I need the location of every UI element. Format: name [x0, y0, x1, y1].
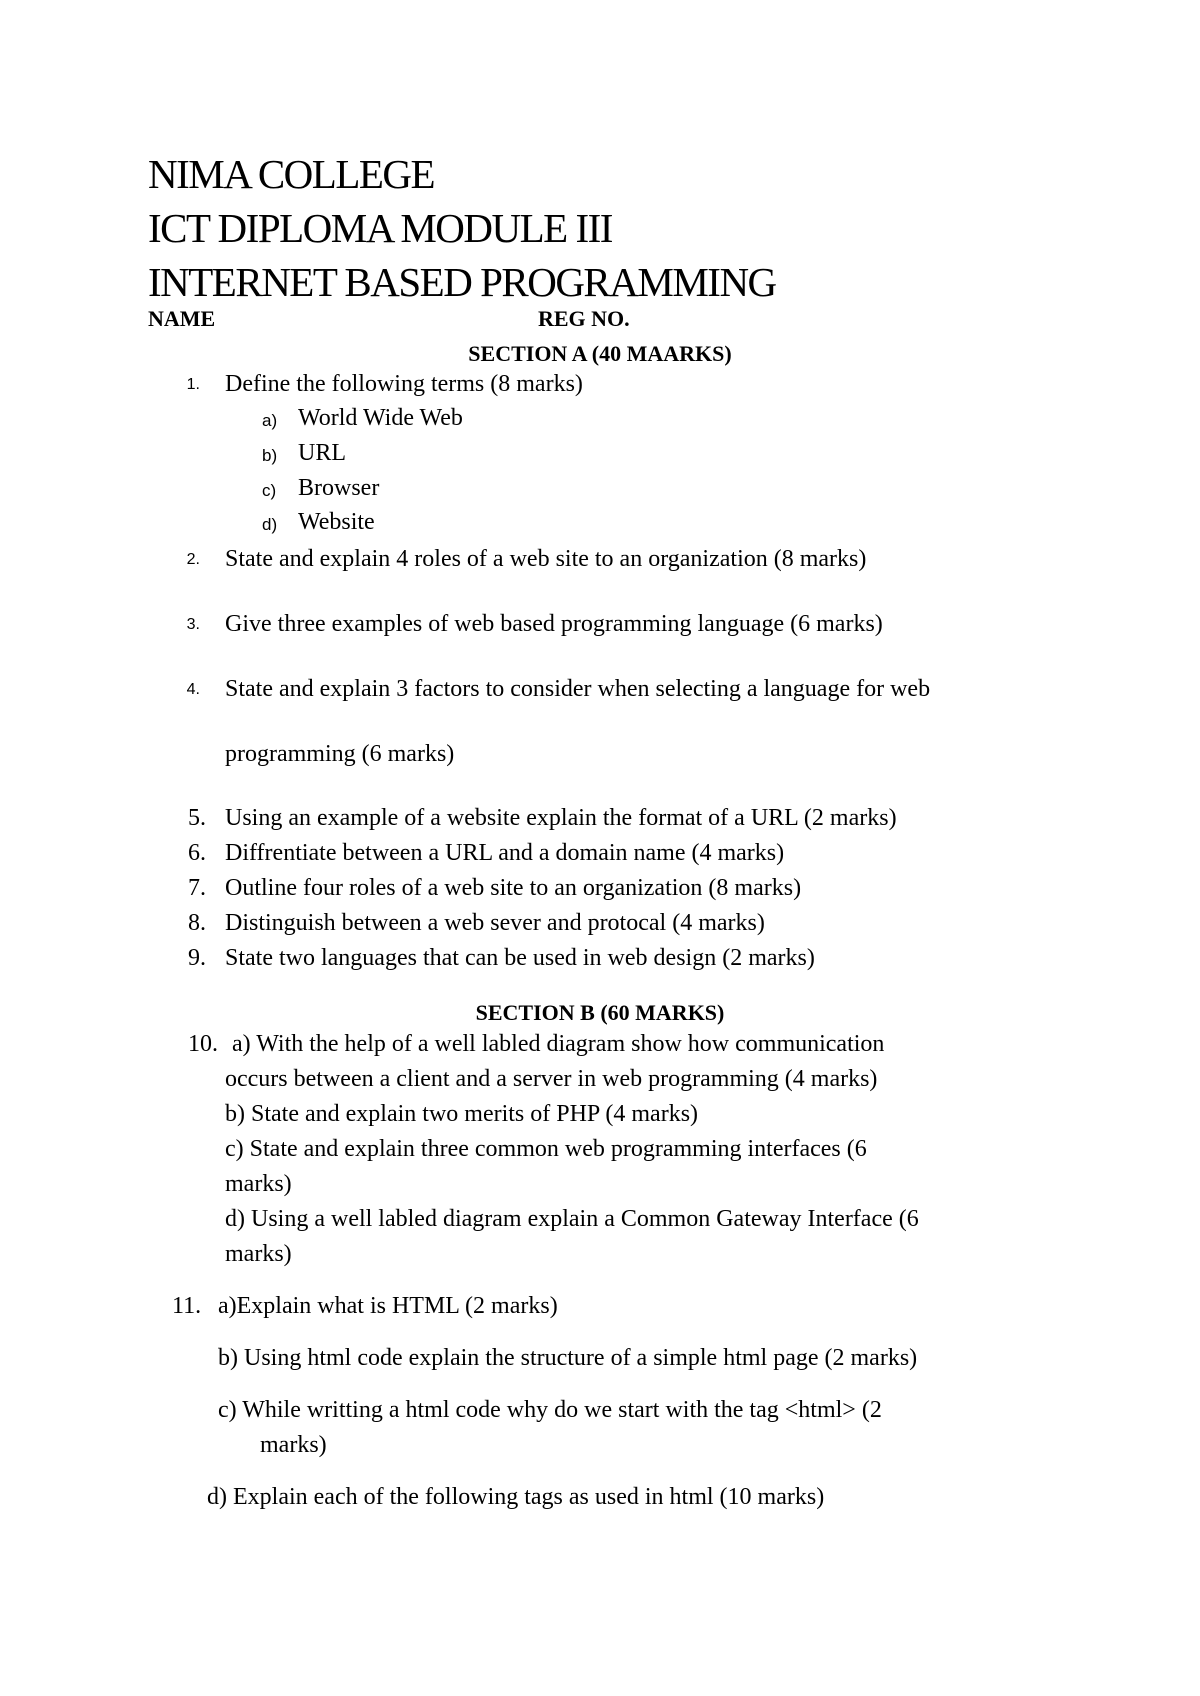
question-text: State two languages that can be used in web design (2 marks) [225, 945, 815, 971]
part-label: b) [262, 446, 278, 465]
reg-no-label: REG NO. [538, 306, 630, 331]
question-part-c-continued: marks) [260, 1432, 327, 1458]
course-title: ICT DIPLOMA MODULE III [148, 205, 612, 251]
question-text: Distinguish between a web sever and protocal (4 marks) [225, 910, 765, 936]
part-text: World Wide Web [298, 405, 463, 431]
section-b-heading: SECTION B (60 MARKS) [475, 1000, 725, 1025]
question-number: 8. [188, 910, 206, 936]
question-part-a: a) With the help of a well labled diagram show how communication [232, 1031, 885, 1057]
question-number: 5. [188, 805, 206, 831]
question-text: State and explain 4 roles of a web site to an organization (8 marks) [225, 546, 867, 572]
question-part-c: c) State and explain three common web programming interfaces (6 [225, 1136, 867, 1162]
part-text: URL [298, 440, 346, 466]
question-number: 7. [188, 875, 206, 901]
question-text: State and explain 3 factors to consider when selecting a language for web [225, 676, 931, 702]
question-number: 9. [188, 945, 206, 971]
question-text: Define the following terms (8 marks) [225, 371, 583, 397]
question-part-d-continued: marks) [225, 1241, 292, 1267]
part-label: a) [262, 411, 278, 430]
question-text: Outline four roles of a web site to an organization (8 marks) [225, 875, 802, 901]
question-number: 4. [186, 681, 200, 698]
question-number: 2. [186, 551, 200, 568]
question-part-c-continued: marks) [225, 1171, 292, 1197]
question-text: Give three examples of web based programming language (6 marks) [225, 611, 883, 637]
part-text: Website [298, 509, 375, 535]
question-part-c: c) While writting a html code why do we start with the tag <html> (2 [218, 1397, 882, 1423]
part-label: c) [262, 481, 277, 500]
question-number: 1. [186, 376, 200, 393]
question-text-continued: programming (6 marks) [225, 741, 455, 767]
subject-title: INTERNET BASED PROGRAMMING [148, 259, 776, 305]
question-part-d: d) Explain each of the following tags as used in html (10 marks) [207, 1484, 825, 1510]
question-text: Diffrentiate between a URL and a domain name (4 marks) [225, 840, 785, 866]
question-part-d: d) Using a well labled diagram explain a Common Gateway Interface (6 [225, 1206, 919, 1232]
question-part-a: a)Explain what is HTML (2 marks) [218, 1293, 558, 1319]
question-part-a-continued: occurs between a client and a server in web programming (4 marks) [225, 1066, 878, 1092]
question-part-b: b) Using html code explain the structure of a simple html page (2 marks) [218, 1345, 918, 1371]
question-number: 6. [188, 840, 206, 866]
college-name: NIMA COLLEGE [148, 151, 435, 197]
part-text: Browser [298, 475, 380, 501]
question-number: 11. [172, 1293, 202, 1319]
question-number: 10. [188, 1031, 218, 1057]
question-part-b: b) State and explain two merits of PHP (4 marks) [225, 1101, 699, 1127]
question-number: 3. [186, 616, 200, 633]
question-text: Using an example of a website explain the format of a URL (2 marks) [225, 805, 897, 831]
name-label: NAME [148, 306, 216, 331]
part-label: d) [262, 515, 278, 534]
section-a-heading: SECTION A (40 MAARKS) [468, 341, 732, 366]
